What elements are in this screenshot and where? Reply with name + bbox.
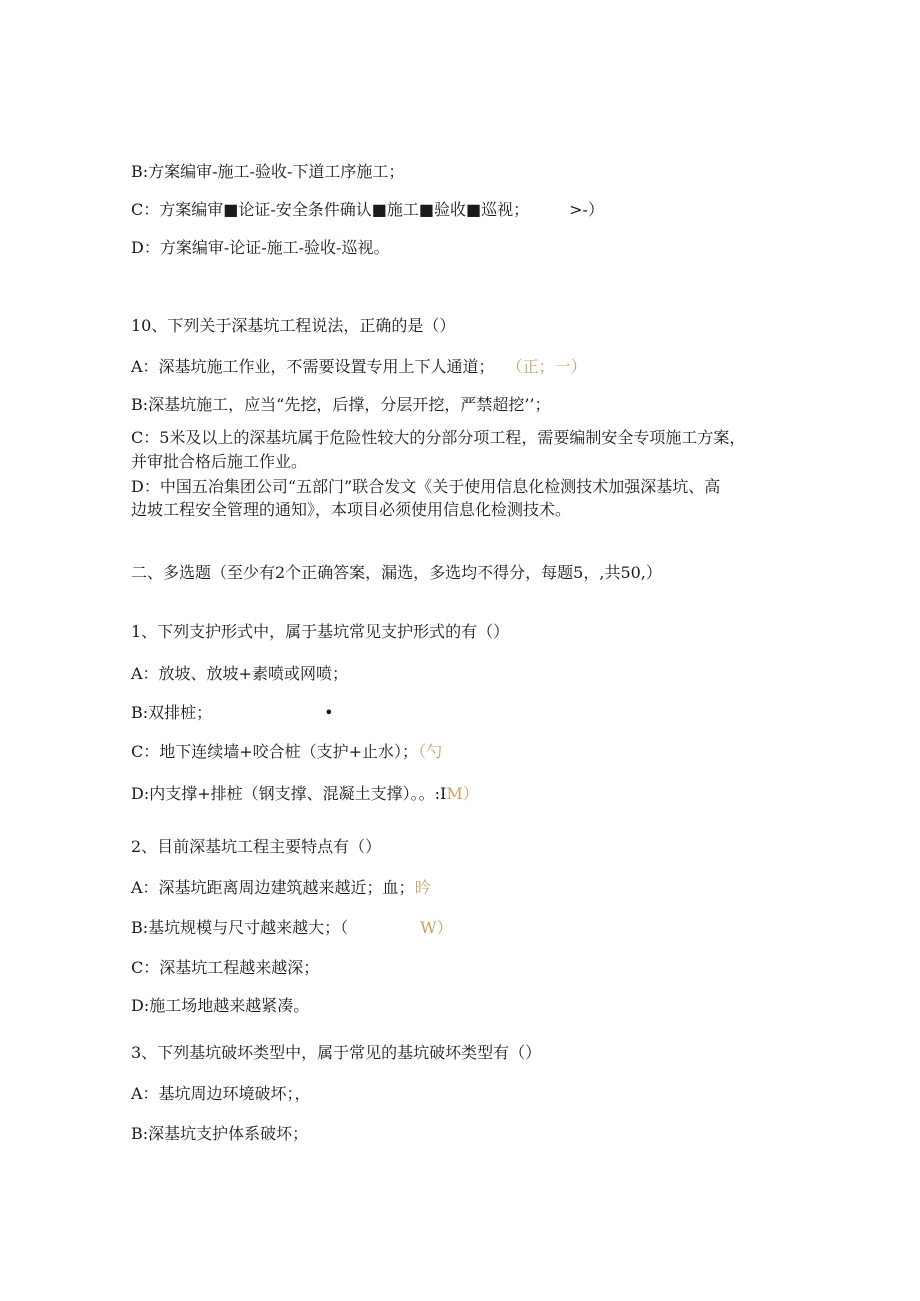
mq2-option-d (131, 996, 309, 1016)
q10-option-a (131, 357, 587, 377)
option-text: B:深基坑支护体系破坏； (131, 1124, 309, 1143)
option-trailing-mark: >-） (569, 200, 604, 219)
q9-option-b (131, 162, 404, 182)
q10-option-d-line2 (131, 500, 571, 520)
option-text: D：中国五冶集团公司“五部门”联合发文《关于使用信息化检测技术加强深基坑、高 (131, 477, 721, 496)
question-stem: 10、下列关于深基坑工程说法，正确的是（） (131, 316, 456, 335)
option-text: D:施工场地越来越紧凑。 (131, 996, 310, 1015)
option-text: C：深基坑工程越来越深； (131, 958, 320, 977)
option-text: C：地下连续墙+咬合桩（支护+止水）； (131, 742, 419, 761)
mq1-option-b (131, 703, 334, 723)
option-text: D：方案编审-论证-施工-验收-巡视。 (131, 238, 390, 257)
handwritten-annotation: （正；一） (506, 357, 587, 376)
option-text: B:方案编审-施工-验收-下道工序施工； (131, 162, 405, 181)
q10-stem (131, 316, 455, 336)
q10-option-c-line2 (131, 452, 307, 472)
mq1-option-d (131, 784, 479, 804)
q9-option-c (131, 200, 604, 220)
mq2-option-b (131, 918, 453, 938)
question-stem: 1、下列支护形式中，属于基坑常见支护形式的有（） (131, 622, 510, 641)
q9-option-d (131, 238, 389, 258)
option-text: D:内支撑+排桩（钢支撑、混凝土支撑）。。:I (131, 784, 447, 803)
option-text: B:基坑规模与尺寸越来越大；（ (131, 918, 349, 937)
question-stem: 3、下列基坑破坏类型中，属于常见的基坑破坏类型有（） (131, 1043, 542, 1062)
handwritten-annotation: M） (446, 784, 479, 803)
option-text: A：基坑周边环境破坏；， (131, 1084, 311, 1103)
option-text: B:深基坑施工，应当“先挖，后撑，分层开挖，严禁超挖’’； (131, 395, 551, 414)
q10-option-c-line1 (131, 428, 745, 448)
mq3-stem (131, 1043, 541, 1063)
question-stem: 2、目前深基坑工程主要特点有（） (131, 837, 382, 856)
stray-dot-mark: • (324, 703, 334, 722)
mq1-option-a (131, 664, 348, 684)
option-text: A：深基坑施工作业，不需要设置专用上下人通道； (131, 357, 495, 376)
mq1-option-c (131, 742, 442, 762)
q10-option-b (131, 395, 551, 415)
option-text: 边坡工程安全管理的通知》，本项目必须使用信息化检测技术。 (131, 500, 572, 519)
option-text: A：深基坑距离周边建筑越来越近；血； (131, 878, 415, 897)
mq2-option-a (131, 878, 431, 898)
option-text: 并审批合格后施工作业。 (131, 452, 308, 471)
handwritten-annotation: 昑 (414, 878, 431, 897)
handwritten-annotation: （勺 (418, 742, 443, 761)
option-text: A：放坡、放坡+素喷或网喷； (131, 664, 348, 683)
mq2-stem (131, 837, 381, 857)
section-title: 二、多选题（至少有2个正确答案，漏选，多选均不得分，每题5，,共50,） (131, 563, 662, 582)
mq3-option-a (131, 1084, 311, 1104)
option-text: C：5米及以上的深基坑属于危险性较大的分部分项工程，需要编制安全专项施工方案， (131, 428, 746, 447)
mq2-option-c (131, 958, 319, 978)
q10-option-d-line1 (131, 477, 720, 497)
mq1-stem (131, 622, 509, 642)
handwritten-annotation: W） (420, 918, 453, 937)
mq3-option-b (131, 1124, 308, 1144)
option-text: B:双排桩； (131, 703, 213, 722)
option-text: C：方案编审■论证-安全条件确认■施工■验收■巡视； (131, 200, 530, 219)
section-2-title (131, 563, 662, 583)
